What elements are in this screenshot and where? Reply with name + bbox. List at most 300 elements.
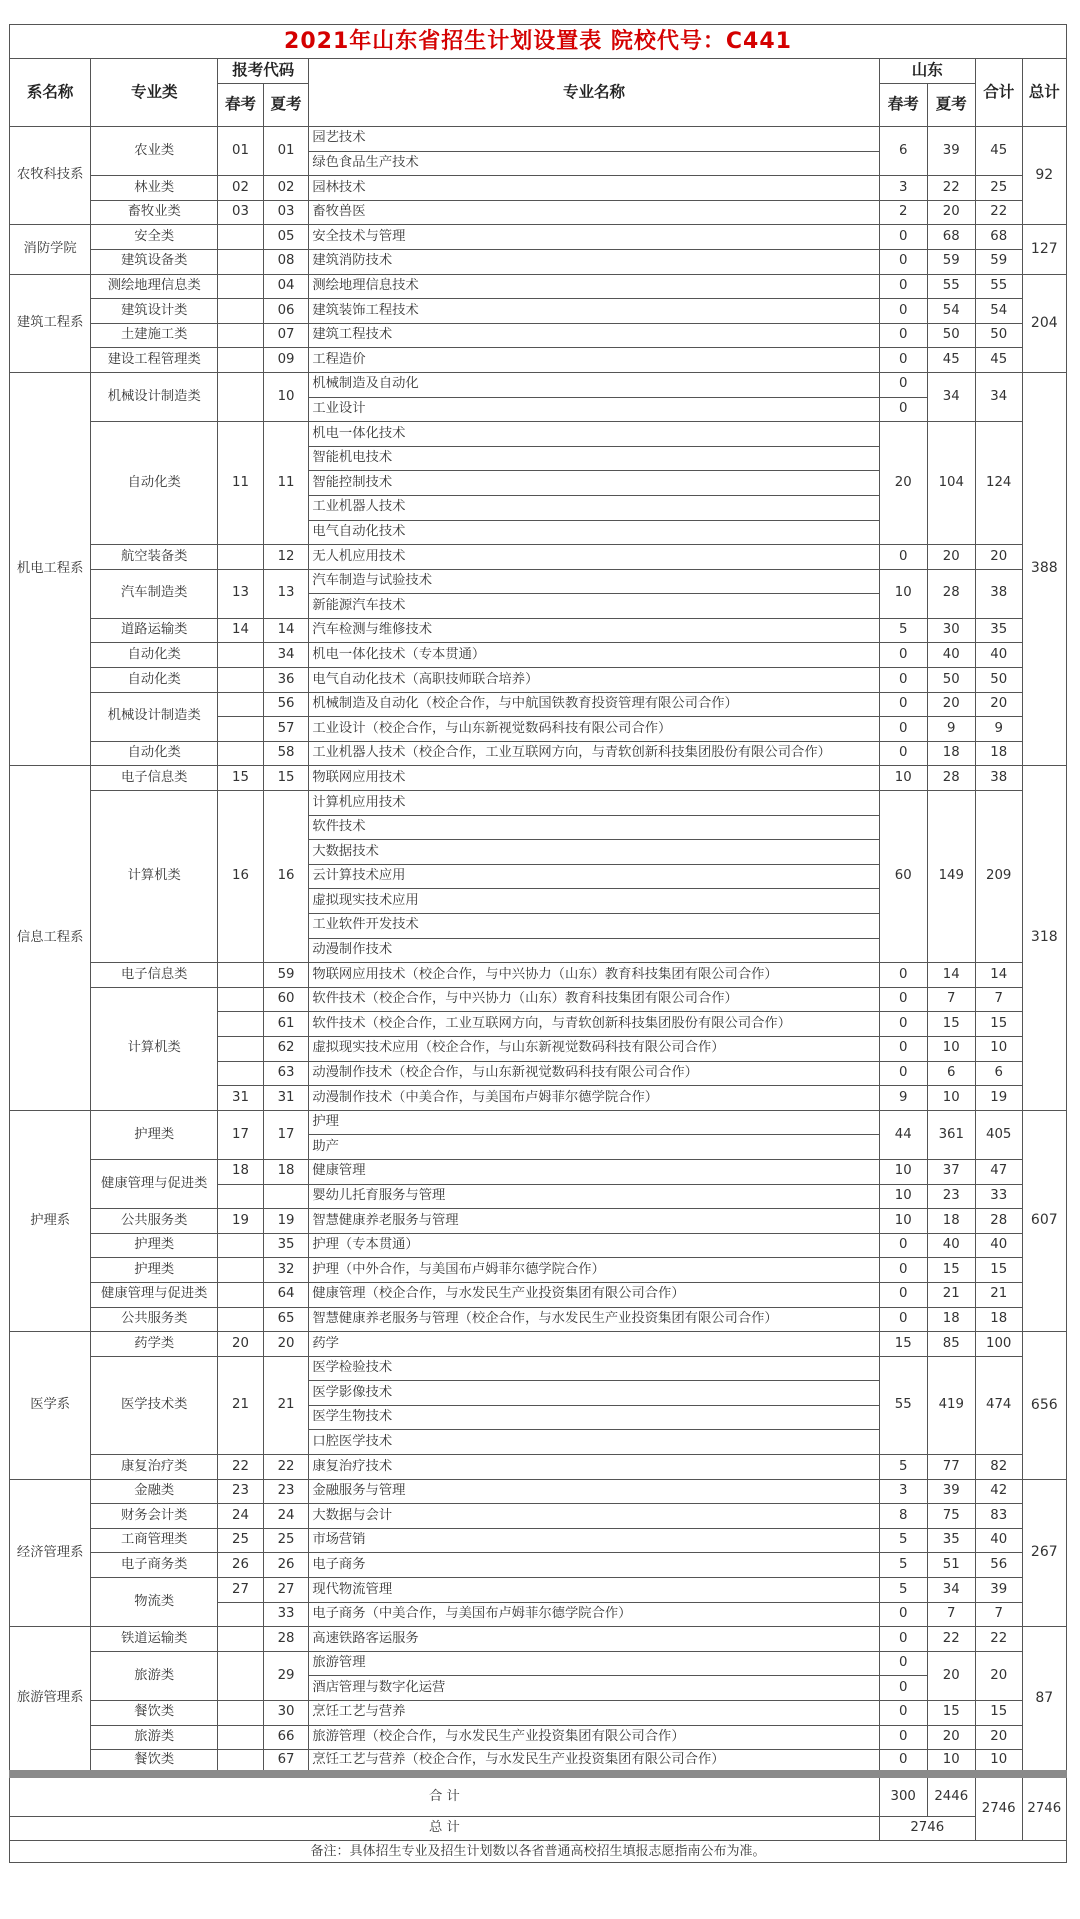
- row-sum: 7: [975, 987, 1022, 1012]
- spring-code: 15: [218, 766, 264, 791]
- summer-code: 13: [263, 569, 309, 618]
- dept-total: 87: [1022, 1627, 1066, 1775]
- spring-code: 26: [218, 1553, 264, 1578]
- category-cell: 机械设计制造类: [91, 692, 218, 741]
- category-cell: 安全类: [91, 225, 218, 250]
- spring-code: [218, 1701, 264, 1726]
- header-grand: 总计: [1022, 59, 1066, 127]
- spring-code: [218, 1282, 264, 1307]
- table-row: [10, 200, 1067, 225]
- major-name: 医学生物技术: [309, 1405, 879, 1430]
- dept-total: 388: [1022, 372, 1066, 766]
- dept-name: 护理系: [10, 1110, 91, 1331]
- page-title: 2021年山东省招生计划设置表 院校代号：C441: [9, 24, 1067, 58]
- major-name: 高速铁路客运服务: [309, 1627, 879, 1652]
- major-name: 大数据与会计: [309, 1504, 879, 1529]
- summer-code: 15: [263, 766, 309, 791]
- spring-count: 0: [879, 668, 927, 693]
- table-row: [10, 1159, 1067, 1184]
- spring-code: [218, 1184, 264, 1209]
- spring-code: [218, 643, 264, 668]
- table-row: [10, 1504, 1067, 1529]
- major-name: 工业机器人技术（校企合作，工业互联网方向，与青软创新科技集团股份有限公司合作）: [309, 741, 879, 766]
- spring-count: 0: [879, 1061, 927, 1086]
- category-cell: 护理类: [91, 1258, 218, 1283]
- summer-count: 40: [927, 1233, 975, 1258]
- table-row: [10, 1233, 1067, 1258]
- table-row: [10, 1282, 1067, 1307]
- row-sum: 6: [975, 1061, 1022, 1086]
- major-name: 新能源汽车技术: [309, 594, 879, 619]
- summer-code: 36: [263, 668, 309, 693]
- table-row: [10, 127, 1067, 152]
- table-row: [10, 643, 1067, 668]
- table-row: [10, 1258, 1067, 1283]
- summer-code: 23: [263, 1479, 309, 1504]
- spring-code: [218, 1651, 264, 1700]
- major-name: 护理（专本贯通）: [309, 1233, 879, 1258]
- spring-count: 0: [879, 987, 927, 1012]
- row-sum: 209: [975, 791, 1022, 963]
- category-cell: 自动化类: [91, 643, 218, 668]
- major-name: 智能控制技术: [309, 471, 879, 496]
- spring-code: 25: [218, 1528, 264, 1553]
- spring-count: 0: [879, 372, 927, 397]
- spring-count: 0: [879, 1725, 927, 1750]
- summer-code: 65: [263, 1307, 309, 1332]
- category-cell: 护理类: [91, 1110, 218, 1159]
- spring-code: 31: [218, 1086, 264, 1111]
- row-sum: 7: [975, 1602, 1022, 1627]
- major-name: 工程造价: [309, 348, 879, 373]
- table-row: [10, 1627, 1067, 1652]
- summer-count: 361: [927, 1110, 975, 1159]
- header-subtotal: 合计: [975, 59, 1022, 127]
- dept-name: 机电工程系: [10, 372, 91, 766]
- summer-count: 7: [927, 1602, 975, 1627]
- major-name: 软件技术（校企合作，工业互联网方向，与青软创新科技集团股份有限公司合作）: [309, 1012, 879, 1037]
- spring-code: 24: [218, 1504, 264, 1529]
- table-row: [10, 1578, 1067, 1603]
- major-name: 建筑装饰工程技术: [309, 299, 879, 324]
- summer-count: 45: [927, 348, 975, 373]
- summer-code: 66: [263, 1725, 309, 1750]
- summer-count: 35: [927, 1528, 975, 1553]
- major-name: 物联网应用技术: [309, 766, 879, 791]
- spring-count: 0: [879, 1750, 927, 1775]
- summer-count: 30: [927, 618, 975, 643]
- summer-count: 20: [927, 1725, 975, 1750]
- row-sum: 54: [975, 299, 1022, 324]
- dept-total: 127: [1022, 225, 1066, 274]
- summer-code: 02: [263, 176, 309, 201]
- row-sum: 22: [975, 1627, 1022, 1652]
- spring-count: 9: [879, 1086, 927, 1111]
- spring-count: 0: [879, 545, 927, 570]
- spring-code: [218, 1012, 264, 1037]
- major-name: 护理: [309, 1110, 879, 1135]
- spring-code: 27: [218, 1578, 264, 1603]
- spring-code: [218, 225, 264, 250]
- summer-count: 21: [927, 1282, 975, 1307]
- major-name: 动漫制作技术（校企合作，与山东新视觉数码科技有限公司合作）: [309, 1061, 879, 1086]
- enrollment-table: [9, 58, 1067, 1841]
- category-cell: 机械设计制造类: [91, 372, 218, 421]
- major-name: 机械制造及自动化: [309, 372, 879, 397]
- row-sum: 34: [975, 372, 1022, 421]
- table-row: [10, 274, 1067, 299]
- major-name: 园艺技术: [309, 127, 879, 152]
- dept-total: 656: [1022, 1332, 1066, 1480]
- major-name: 工业设计（校企合作，与山东新视觉数码科技有限公司合作）: [309, 717, 879, 742]
- spring-code: [218, 299, 264, 324]
- category-cell: 护理类: [91, 1233, 218, 1258]
- dept-name: 建筑工程系: [10, 274, 91, 372]
- spring-code: 18: [218, 1159, 264, 1184]
- table-row: [10, 791, 1067, 816]
- spring-code: 03: [218, 200, 264, 225]
- summer-code: 10: [263, 372, 309, 421]
- summer-code: 20: [263, 1332, 309, 1357]
- spring-code: [218, 1627, 264, 1652]
- dept-total: 318: [1022, 766, 1066, 1110]
- spring-code: 11: [218, 422, 264, 545]
- spring-code: [218, 545, 264, 570]
- major-name: 现代物流管理: [309, 1578, 879, 1603]
- table-row: [10, 618, 1067, 643]
- summer-code: 25: [263, 1528, 309, 1553]
- summer-code: 08: [263, 249, 309, 274]
- table-row: [10, 692, 1067, 717]
- summer-count: 10: [927, 1036, 975, 1061]
- spring-count: 15: [879, 1332, 927, 1357]
- summer-count: 14: [927, 963, 975, 988]
- spring-code: [218, 1750, 264, 1775]
- spring-count: 10: [879, 1209, 927, 1234]
- summer-count: 419: [927, 1356, 975, 1454]
- total-value: 2746: [879, 1816, 975, 1840]
- summer-count: 54: [927, 299, 975, 324]
- category-cell: 物流类: [91, 1578, 218, 1627]
- summer-code: 09: [263, 348, 309, 373]
- summer-code: 33: [263, 1602, 309, 1627]
- row-sum: 68: [975, 225, 1022, 250]
- row-sum: 50: [975, 323, 1022, 348]
- spring-count: 0: [879, 225, 927, 250]
- major-name: 机械制造及自动化（校企合作，与中航国铁教育投资管理有限公司合作）: [309, 692, 879, 717]
- major-name: 园林技术: [309, 176, 879, 201]
- sum-label: 合 计: [10, 1774, 880, 1816]
- spring-code: [218, 274, 264, 299]
- spring-count: 0: [879, 1676, 927, 1701]
- major-name: 智慧健康养老服务与管理: [309, 1209, 879, 1234]
- major-name: 汽车检测与维修技术: [309, 618, 879, 643]
- header-category: 专业类: [91, 59, 218, 127]
- spring-count: 2: [879, 200, 927, 225]
- summer-count: 7: [927, 987, 975, 1012]
- summer-count: 10: [927, 1086, 975, 1111]
- spring-count: 3: [879, 1479, 927, 1504]
- major-name: 建筑工程技术: [309, 323, 879, 348]
- summer-count: 37: [927, 1159, 975, 1184]
- summer-count: 85: [927, 1332, 975, 1357]
- spring-count: 0: [879, 274, 927, 299]
- row-sum: 82: [975, 1455, 1022, 1480]
- header-dept: 系名称: [10, 59, 91, 127]
- major-name: 工业设计: [309, 397, 879, 422]
- category-cell: 公共服务类: [91, 1209, 218, 1234]
- table-row: [10, 545, 1067, 570]
- spring-code: [218, 1725, 264, 1750]
- summer-count: 59: [927, 249, 975, 274]
- spring-code: [218, 963, 264, 988]
- major-name: 酒店管理与数字化运营: [309, 1676, 879, 1701]
- summer-code: 26: [263, 1553, 309, 1578]
- category-cell: 药学类: [91, 1332, 218, 1357]
- table-row: [10, 569, 1067, 594]
- row-sum: 15: [975, 1701, 1022, 1726]
- major-name: 烹饪工艺与营养: [309, 1701, 879, 1726]
- spring-code: 19: [218, 1209, 264, 1234]
- table-row: [10, 1307, 1067, 1332]
- category-cell: 旅游类: [91, 1651, 218, 1700]
- header-spring-code: 春考: [218, 84, 264, 127]
- major-name: 汽车制造与试验技术: [309, 569, 879, 594]
- category-cell: 建设工程管理类: [91, 348, 218, 373]
- row-sum: 25: [975, 176, 1022, 201]
- dept-total: 607: [1022, 1110, 1066, 1331]
- summer-count: 20: [927, 1651, 975, 1700]
- spring-count: 0: [879, 348, 927, 373]
- summer-count: 75: [927, 1504, 975, 1529]
- table-row: [10, 1209, 1067, 1234]
- spring-count: 20: [879, 422, 927, 545]
- category-cell: 畜牧业类: [91, 200, 218, 225]
- category-cell: 康复治疗类: [91, 1455, 218, 1480]
- spring-code: [218, 1258, 264, 1283]
- spring-count: 0: [879, 249, 927, 274]
- summer-count: 68: [927, 225, 975, 250]
- category-cell: 自动化类: [91, 668, 218, 693]
- row-sum: 28: [975, 1209, 1022, 1234]
- summer-count: 10: [927, 1750, 975, 1775]
- major-name: 软件技术: [309, 815, 879, 840]
- row-sum: 9: [975, 717, 1022, 742]
- header-code-group: 报考代码: [218, 59, 309, 84]
- major-name: 电子商务（中美合作，与美国布卢姆菲尔德学院合作）: [309, 1602, 879, 1627]
- spring-count: 0: [879, 323, 927, 348]
- spring-code: 02: [218, 176, 264, 201]
- major-name: 健康管理: [309, 1159, 879, 1184]
- row-sum: 124: [975, 422, 1022, 545]
- table-row: [10, 1651, 1067, 1676]
- spring-count: 10: [879, 569, 927, 618]
- spring-code: [218, 741, 264, 766]
- row-sum: 40: [975, 1528, 1022, 1553]
- summer-code: 16: [263, 791, 309, 963]
- major-name: 金融服务与管理: [309, 1479, 879, 1504]
- row-sum: 10: [975, 1750, 1022, 1775]
- summer-count: 149: [927, 791, 975, 963]
- spring-code: [218, 1307, 264, 1332]
- major-name: 旅游管理（校企合作，与水发民生产业投资集团有限公司合作）: [309, 1725, 879, 1750]
- summer-count: 39: [927, 127, 975, 176]
- summer-code: 60: [263, 987, 309, 1012]
- spring-count: 0: [879, 1627, 927, 1652]
- summer-count: 51: [927, 1553, 975, 1578]
- spring-count: 3: [879, 176, 927, 201]
- spring-code: 16: [218, 791, 264, 963]
- row-sum: 50: [975, 668, 1022, 693]
- spring-code: [218, 1602, 264, 1627]
- spring-code: [218, 323, 264, 348]
- dept-name: 经济管理系: [10, 1479, 91, 1627]
- row-sum: 47: [975, 1159, 1022, 1184]
- summer-code: 06: [263, 299, 309, 324]
- spring-count: 0: [879, 741, 927, 766]
- row-sum: 22: [975, 200, 1022, 225]
- major-name: 医学影像技术: [309, 1381, 879, 1406]
- major-name: 电气自动化技术（高职技师联合培养）: [309, 668, 879, 693]
- summer-code: 04: [263, 274, 309, 299]
- header-province: 山东: [879, 59, 975, 84]
- spring-count: 44: [879, 1110, 927, 1159]
- category-cell: 餐饮类: [91, 1701, 218, 1726]
- total-label: 总 计: [10, 1816, 880, 1840]
- table-row: [10, 348, 1067, 373]
- spring-count: 55: [879, 1356, 927, 1454]
- spring-count: 0: [879, 1602, 927, 1627]
- summer-count: 6: [927, 1061, 975, 1086]
- summer-code: 56: [263, 692, 309, 717]
- major-name: 绿色食品生产技术: [309, 151, 879, 176]
- category-cell: 健康管理与促进类: [91, 1159, 218, 1208]
- major-name: 旅游管理: [309, 1651, 879, 1676]
- major-name: 药学: [309, 1332, 879, 1357]
- category-cell: 电子信息类: [91, 766, 218, 791]
- footnote: 备注：具体招生专业及招生计划数以各省普通高校招生填报志愿指南公布为准。: [9, 1841, 1067, 1863]
- summer-code: 12: [263, 545, 309, 570]
- dept-name: 消防学院: [10, 225, 91, 274]
- header-spring-count: 春考: [879, 84, 927, 127]
- dept-name: 旅游管理系: [10, 1627, 91, 1775]
- category-cell: 汽车制造类: [91, 569, 218, 618]
- summer-code: 34: [263, 643, 309, 668]
- spring-count: 0: [879, 1701, 927, 1726]
- major-name: 虚拟现实技术应用（校企合作，与山东新视觉数码科技有限公司合作）: [309, 1036, 879, 1061]
- header-summer-code: 夏考: [263, 84, 309, 127]
- major-name: 机电一体化技术（专本贯通）: [309, 643, 879, 668]
- summer-code: 63: [263, 1061, 309, 1086]
- table-row: [10, 963, 1067, 988]
- category-cell: 计算机类: [91, 987, 218, 1110]
- row-sum: 55: [975, 274, 1022, 299]
- row-sum: 20: [975, 1651, 1022, 1700]
- major-name: 大数据技术: [309, 840, 879, 865]
- row-sum: 42: [975, 1479, 1022, 1504]
- summer-count: 18: [927, 741, 975, 766]
- major-name: 医学检验技术: [309, 1356, 879, 1381]
- summer-code: 28: [263, 1627, 309, 1652]
- table-row: [10, 176, 1067, 201]
- summer-count: 15: [927, 1701, 975, 1726]
- summer-code: 31: [263, 1086, 309, 1111]
- category-cell: 医学技术类: [91, 1356, 218, 1454]
- summer-count: 23: [927, 1184, 975, 1209]
- category-cell: 林业类: [91, 176, 218, 201]
- category-cell: 航空装备类: [91, 545, 218, 570]
- major-name: 智慧健康养老服务与管理（校企合作，与水发民生产业投资集团有限公司合作）: [309, 1307, 879, 1332]
- major-name: 烹饪工艺与营养（校企合作，与水发民生产业投资集团有限公司合作）: [309, 1750, 879, 1775]
- row-sum: 21: [975, 1282, 1022, 1307]
- summer-code: 64: [263, 1282, 309, 1307]
- row-sum: 40: [975, 1233, 1022, 1258]
- category-cell: 土建施工类: [91, 323, 218, 348]
- table-row: [10, 1356, 1067, 1381]
- spring-count: 0: [879, 1233, 927, 1258]
- spring-count: 0: [879, 1258, 927, 1283]
- spring-count: 6: [879, 127, 927, 176]
- dept-total: 204: [1022, 274, 1066, 372]
- major-name: 工业软件开发技术: [309, 914, 879, 939]
- summer-count: 55: [927, 274, 975, 299]
- summer-code: 62: [263, 1036, 309, 1061]
- summer-count: 39: [927, 1479, 975, 1504]
- category-cell: 电子信息类: [91, 963, 218, 988]
- spring-count: 0: [879, 1282, 927, 1307]
- spring-code: [218, 668, 264, 693]
- major-name: 动漫制作技术: [309, 938, 879, 963]
- summer-code: 11: [263, 422, 309, 545]
- dept-total: 92: [1022, 127, 1066, 225]
- dept-name: 信息工程系: [10, 766, 91, 1110]
- table-row: [10, 668, 1067, 693]
- row-sum: 15: [975, 1258, 1022, 1283]
- category-cell: 道路运输类: [91, 618, 218, 643]
- row-sum: 18: [975, 1307, 1022, 1332]
- spring-count: 60: [879, 791, 927, 963]
- table-row: [10, 987, 1067, 1012]
- summer-count: 104: [927, 422, 975, 545]
- row-sum: 100: [975, 1332, 1022, 1357]
- category-cell: 工商管理类: [91, 1528, 218, 1553]
- summer-count: 15: [927, 1258, 975, 1283]
- spring-count: 0: [879, 717, 927, 742]
- sum-total: 2746: [975, 1774, 1022, 1840]
- spring-code: [218, 249, 264, 274]
- spring-count: 0: [879, 692, 927, 717]
- spring-count: 5: [879, 1528, 927, 1553]
- row-sum: 35: [975, 618, 1022, 643]
- spring-code: [218, 1233, 264, 1258]
- summer-code: 19: [263, 1209, 309, 1234]
- spring-code: [218, 1061, 264, 1086]
- spring-code: [218, 717, 264, 742]
- summer-count: 18: [927, 1209, 975, 1234]
- table-row: [10, 249, 1067, 274]
- spring-count: 8: [879, 1504, 927, 1529]
- summer-count: 20: [927, 545, 975, 570]
- spring-code: [218, 348, 264, 373]
- row-sum: 38: [975, 766, 1022, 791]
- category-cell: 铁道运输类: [91, 1627, 218, 1652]
- spring-code: [218, 692, 264, 717]
- table-row: [10, 1455, 1067, 1480]
- summer-code: 14: [263, 618, 309, 643]
- category-cell: 公共服务类: [91, 1307, 218, 1332]
- category-cell: 餐饮类: [91, 1750, 218, 1775]
- summer-count: 40: [927, 643, 975, 668]
